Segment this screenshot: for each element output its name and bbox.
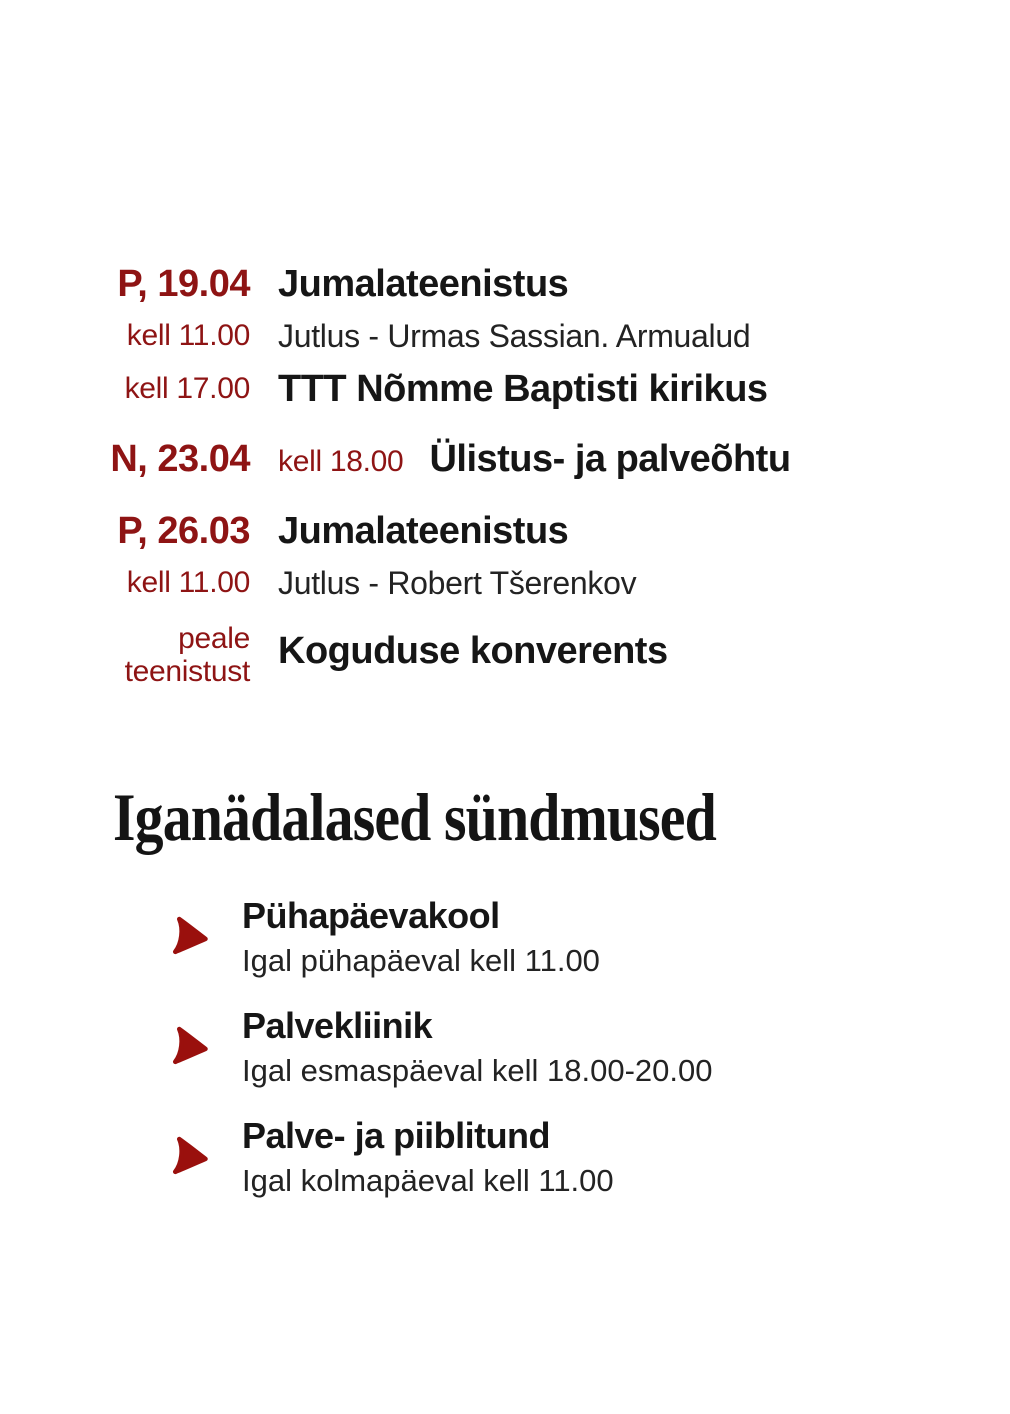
list-item — [168, 892, 948, 982]
list-item-text — [242, 1112, 614, 1202]
schedule-row-left — [0, 258, 250, 362]
event-date: P, 26.03 — [117, 510, 250, 552]
schedule-row-right — [250, 618, 668, 688]
event-time: kell 11.00 — [126, 566, 250, 599]
event-date: P, 19.04 — [117, 263, 250, 305]
event-detail: Jutlus - Urmas Sassian. Armualud — [278, 318, 751, 354]
event-note-line: peale — [178, 622, 250, 655]
schedule-row-left — [0, 436, 250, 485]
list-item-text — [242, 892, 600, 982]
schedule-row — [0, 505, 1010, 609]
weekly-event-detail: Igal esmaspäeval kell 18.00-20.00 — [242, 1053, 713, 1088]
event-line — [278, 436, 791, 485]
arrow-right-icon — [168, 1023, 212, 1071]
event-title: Jumalateenistus — [278, 263, 569, 305]
schedule-row-left — [0, 505, 250, 609]
schedule-row — [0, 366, 1010, 412]
event-title: Koguduse konverents — [278, 630, 668, 672]
weekly-event-title: Palvekliinik — [242, 1005, 433, 1046]
schedule-row — [0, 618, 1010, 688]
schedule-row-right — [250, 366, 768, 412]
schedule-row — [0, 436, 1010, 485]
event-title: Jumalateenistus — [278, 510, 569, 552]
arrow-right-icon — [168, 913, 212, 961]
arrow-right-icon — [168, 1133, 212, 1181]
schedule-row-left — [0, 366, 250, 412]
schedule-row-right — [250, 505, 636, 609]
weekly-event-detail: Igal kolmapäeval kell 11.00 — [242, 1163, 614, 1198]
event-time: kell 18.00 — [278, 445, 404, 478]
schedule-row-left — [0, 618, 250, 688]
event-time: kell 17.00 — [124, 372, 250, 405]
event-title: TTT Nõmme Baptisti kirikus — [278, 368, 768, 410]
event-time: kell 11.00 — [126, 319, 250, 352]
event-note-line: teenistust — [124, 655, 250, 688]
schedule-row — [0, 258, 1010, 362]
event-date: N, 23.04 — [110, 438, 250, 480]
event-title: Ülistus- ja palveõhtu — [429, 438, 791, 480]
weekly-event-detail: Igal pühapäeval kell 11.00 — [242, 943, 600, 978]
schedule-row-right — [250, 436, 791, 485]
list-item — [168, 1112, 948, 1202]
weekly-heading: Iganädalased sündmused — [113, 779, 716, 855]
schedule-row-right — [250, 258, 750, 362]
event-detail: Jutlus - Robert Tšerenkov — [278, 565, 637, 601]
list-item-text — [242, 1002, 712, 1092]
weekly-list — [168, 892, 948, 1222]
weekly-event-title: Pühapäevakool — [242, 895, 500, 936]
list-item — [168, 1002, 948, 1092]
weekly-event-title: Palve- ja piiblitund — [242, 1115, 551, 1156]
